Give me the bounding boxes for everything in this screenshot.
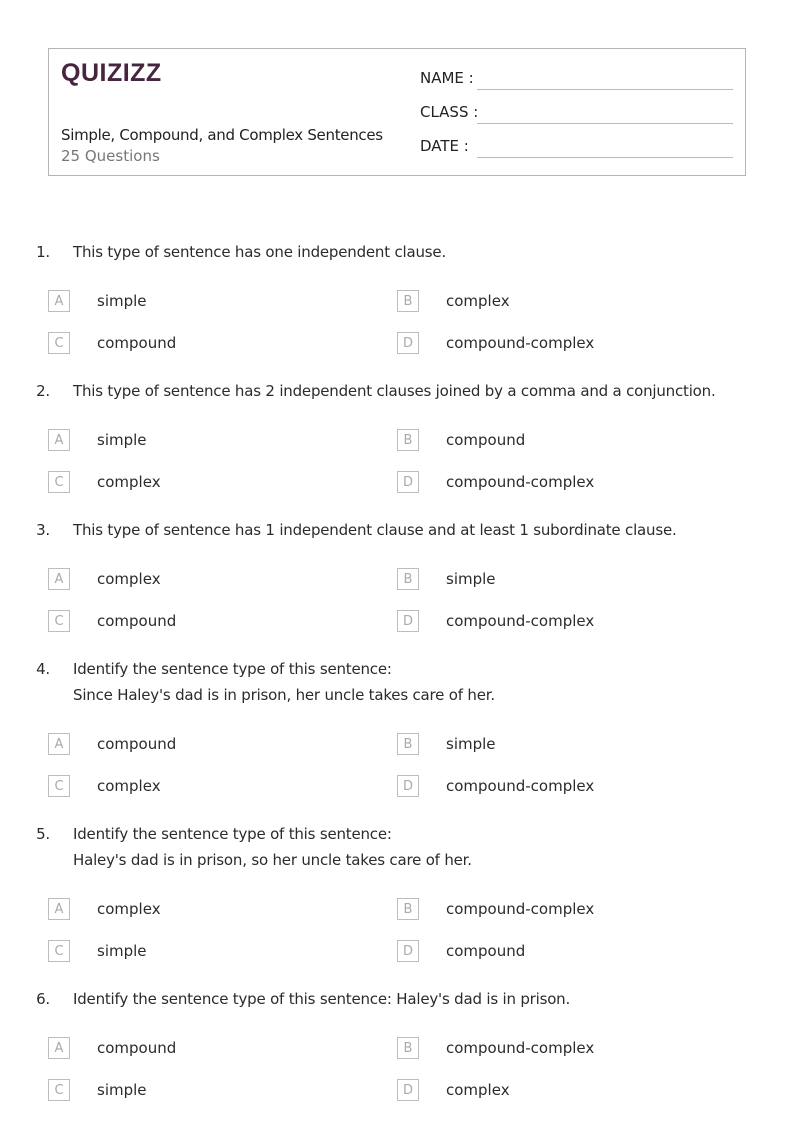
- option-text: simple: [97, 292, 147, 310]
- option-text: complex: [97, 473, 161, 491]
- question-text: Identify the sentence type of this sentence:: [73, 825, 392, 843]
- option-text: simple: [446, 735, 496, 753]
- option-text: compound: [97, 612, 177, 630]
- question-number: 2.: [36, 382, 50, 400]
- option-letter-box: C: [48, 1079, 70, 1101]
- option-a[interactable]: [0, 888, 349, 930]
- option-text: complex: [97, 900, 161, 918]
- option-d[interactable]: [349, 600, 698, 642]
- option-text: complex: [97, 777, 161, 795]
- question-text: Identify the sentence type of this sentence: Haley's dad is in prison.: [73, 990, 571, 1008]
- option-letter-box: B: [397, 290, 419, 312]
- option-d[interactable]: [349, 1069, 698, 1111]
- option-letter-box: D: [397, 610, 419, 632]
- class-label: CLASS :: [420, 103, 479, 121]
- question-text: Haley's dad is in prison, so her uncle takes care of her.: [73, 851, 472, 869]
- options-grid: [0, 419, 794, 503]
- option-letter-box: B: [397, 733, 419, 755]
- options-grid: [0, 723, 794, 807]
- name-field[interactable]: [477, 89, 733, 90]
- option-text: complex: [97, 570, 161, 588]
- option-text: compound-complex: [446, 1039, 595, 1057]
- option-letter-box: A: [48, 429, 70, 451]
- option-letter-box: C: [48, 940, 70, 962]
- option-text: compound-complex: [446, 473, 595, 491]
- option-c[interactable]: [0, 600, 349, 642]
- option-text: compound: [446, 431, 526, 449]
- option-text: simple: [97, 1081, 147, 1099]
- option-text: compound-complex: [446, 900, 595, 918]
- option-text: complex: [446, 1081, 510, 1099]
- options-grid: [0, 1027, 794, 1111]
- question: [0, 821, 794, 972]
- option-letter-box: A: [48, 733, 70, 755]
- question-text: This type of sentence has one independent clause.: [73, 243, 447, 261]
- option-a[interactable]: [0, 558, 349, 600]
- question: [0, 378, 794, 503]
- option-text: compound-complex: [446, 612, 595, 630]
- option-d[interactable]: [349, 322, 698, 364]
- question-text: This type of sentence has 2 independent clauses joined by a comma and a conjunction.: [73, 382, 716, 400]
- option-letter-box: C: [48, 775, 70, 797]
- option-d[interactable]: [349, 765, 698, 807]
- option-c[interactable]: [0, 461, 349, 503]
- option-text: simple: [97, 431, 147, 449]
- question-number: 1.: [36, 243, 50, 261]
- option-b[interactable]: [349, 280, 698, 322]
- option-letter-box: B: [397, 898, 419, 920]
- option-b[interactable]: [349, 419, 698, 461]
- option-letter-box: B: [397, 1037, 419, 1059]
- options-grid: [0, 558, 794, 642]
- option-letter-box: D: [397, 332, 419, 354]
- question: [0, 239, 794, 364]
- option-b[interactable]: [349, 723, 698, 765]
- option-letter-box: A: [48, 568, 70, 590]
- date-field[interactable]: [477, 157, 733, 158]
- option-text: simple: [446, 570, 496, 588]
- question-number: 5.: [36, 825, 50, 843]
- option-a[interactable]: [0, 419, 349, 461]
- question: [0, 656, 794, 807]
- name-label: NAME :: [420, 69, 474, 87]
- options-grid: [0, 888, 794, 972]
- question-number: 4.: [36, 660, 50, 678]
- option-letter-box: D: [397, 1079, 419, 1101]
- option-c[interactable]: [0, 1069, 349, 1111]
- option-text: compound-complex: [446, 777, 595, 795]
- option-letter-box: A: [48, 290, 70, 312]
- option-c[interactable]: [0, 930, 349, 972]
- option-c[interactable]: [0, 322, 349, 364]
- class-field[interactable]: [477, 123, 733, 124]
- question: [0, 986, 794, 1111]
- question-text: Identify the sentence type of this sentence:: [73, 660, 392, 678]
- option-letter-box: D: [397, 471, 419, 493]
- option-letter-box: D: [397, 775, 419, 797]
- option-text: complex: [446, 292, 510, 310]
- question-number: 6.: [36, 990, 50, 1008]
- option-text: simple: [97, 942, 147, 960]
- question-number: 3.: [36, 521, 50, 539]
- quizizz-logo: QUIZIZZ: [61, 59, 162, 87]
- worksheet-header: [48, 48, 746, 176]
- option-b[interactable]: [349, 888, 698, 930]
- option-text: compound: [446, 942, 526, 960]
- date-label: DATE :: [420, 137, 469, 155]
- option-letter-box: C: [48, 471, 70, 493]
- option-letter-box: A: [48, 1037, 70, 1059]
- option-d[interactable]: [349, 930, 698, 972]
- option-b[interactable]: [349, 1027, 698, 1069]
- option-letter-box: B: [397, 429, 419, 451]
- option-a[interactable]: [0, 1027, 349, 1069]
- option-letter-box: C: [48, 610, 70, 632]
- option-d[interactable]: [349, 461, 698, 503]
- option-text: compound: [97, 735, 177, 753]
- question: [0, 517, 794, 642]
- option-letter-box: A: [48, 898, 70, 920]
- option-letter-box: B: [397, 568, 419, 590]
- option-text: compound: [97, 334, 177, 352]
- option-b[interactable]: [349, 558, 698, 600]
- option-letter-box: C: [48, 332, 70, 354]
- question-count: 25 Questions: [61, 147, 160, 165]
- question-text: This type of sentence has 1 independent clause and at least 1 subordinate clause.: [73, 521, 677, 539]
- option-text: compound: [97, 1039, 177, 1057]
- options-grid: [0, 280, 794, 364]
- question-list: [0, 239, 794, 1125]
- question-text: Since Haley's dad is in prison, her uncle takes care of her.: [73, 686, 495, 704]
- option-letter-box: D: [397, 940, 419, 962]
- worksheet-title: Simple, Compound, and Complex Sentences: [61, 126, 383, 144]
- option-a[interactable]: [0, 723, 349, 765]
- option-c[interactable]: [0, 765, 349, 807]
- option-text: compound-complex: [446, 334, 595, 352]
- option-a[interactable]: [0, 280, 349, 322]
